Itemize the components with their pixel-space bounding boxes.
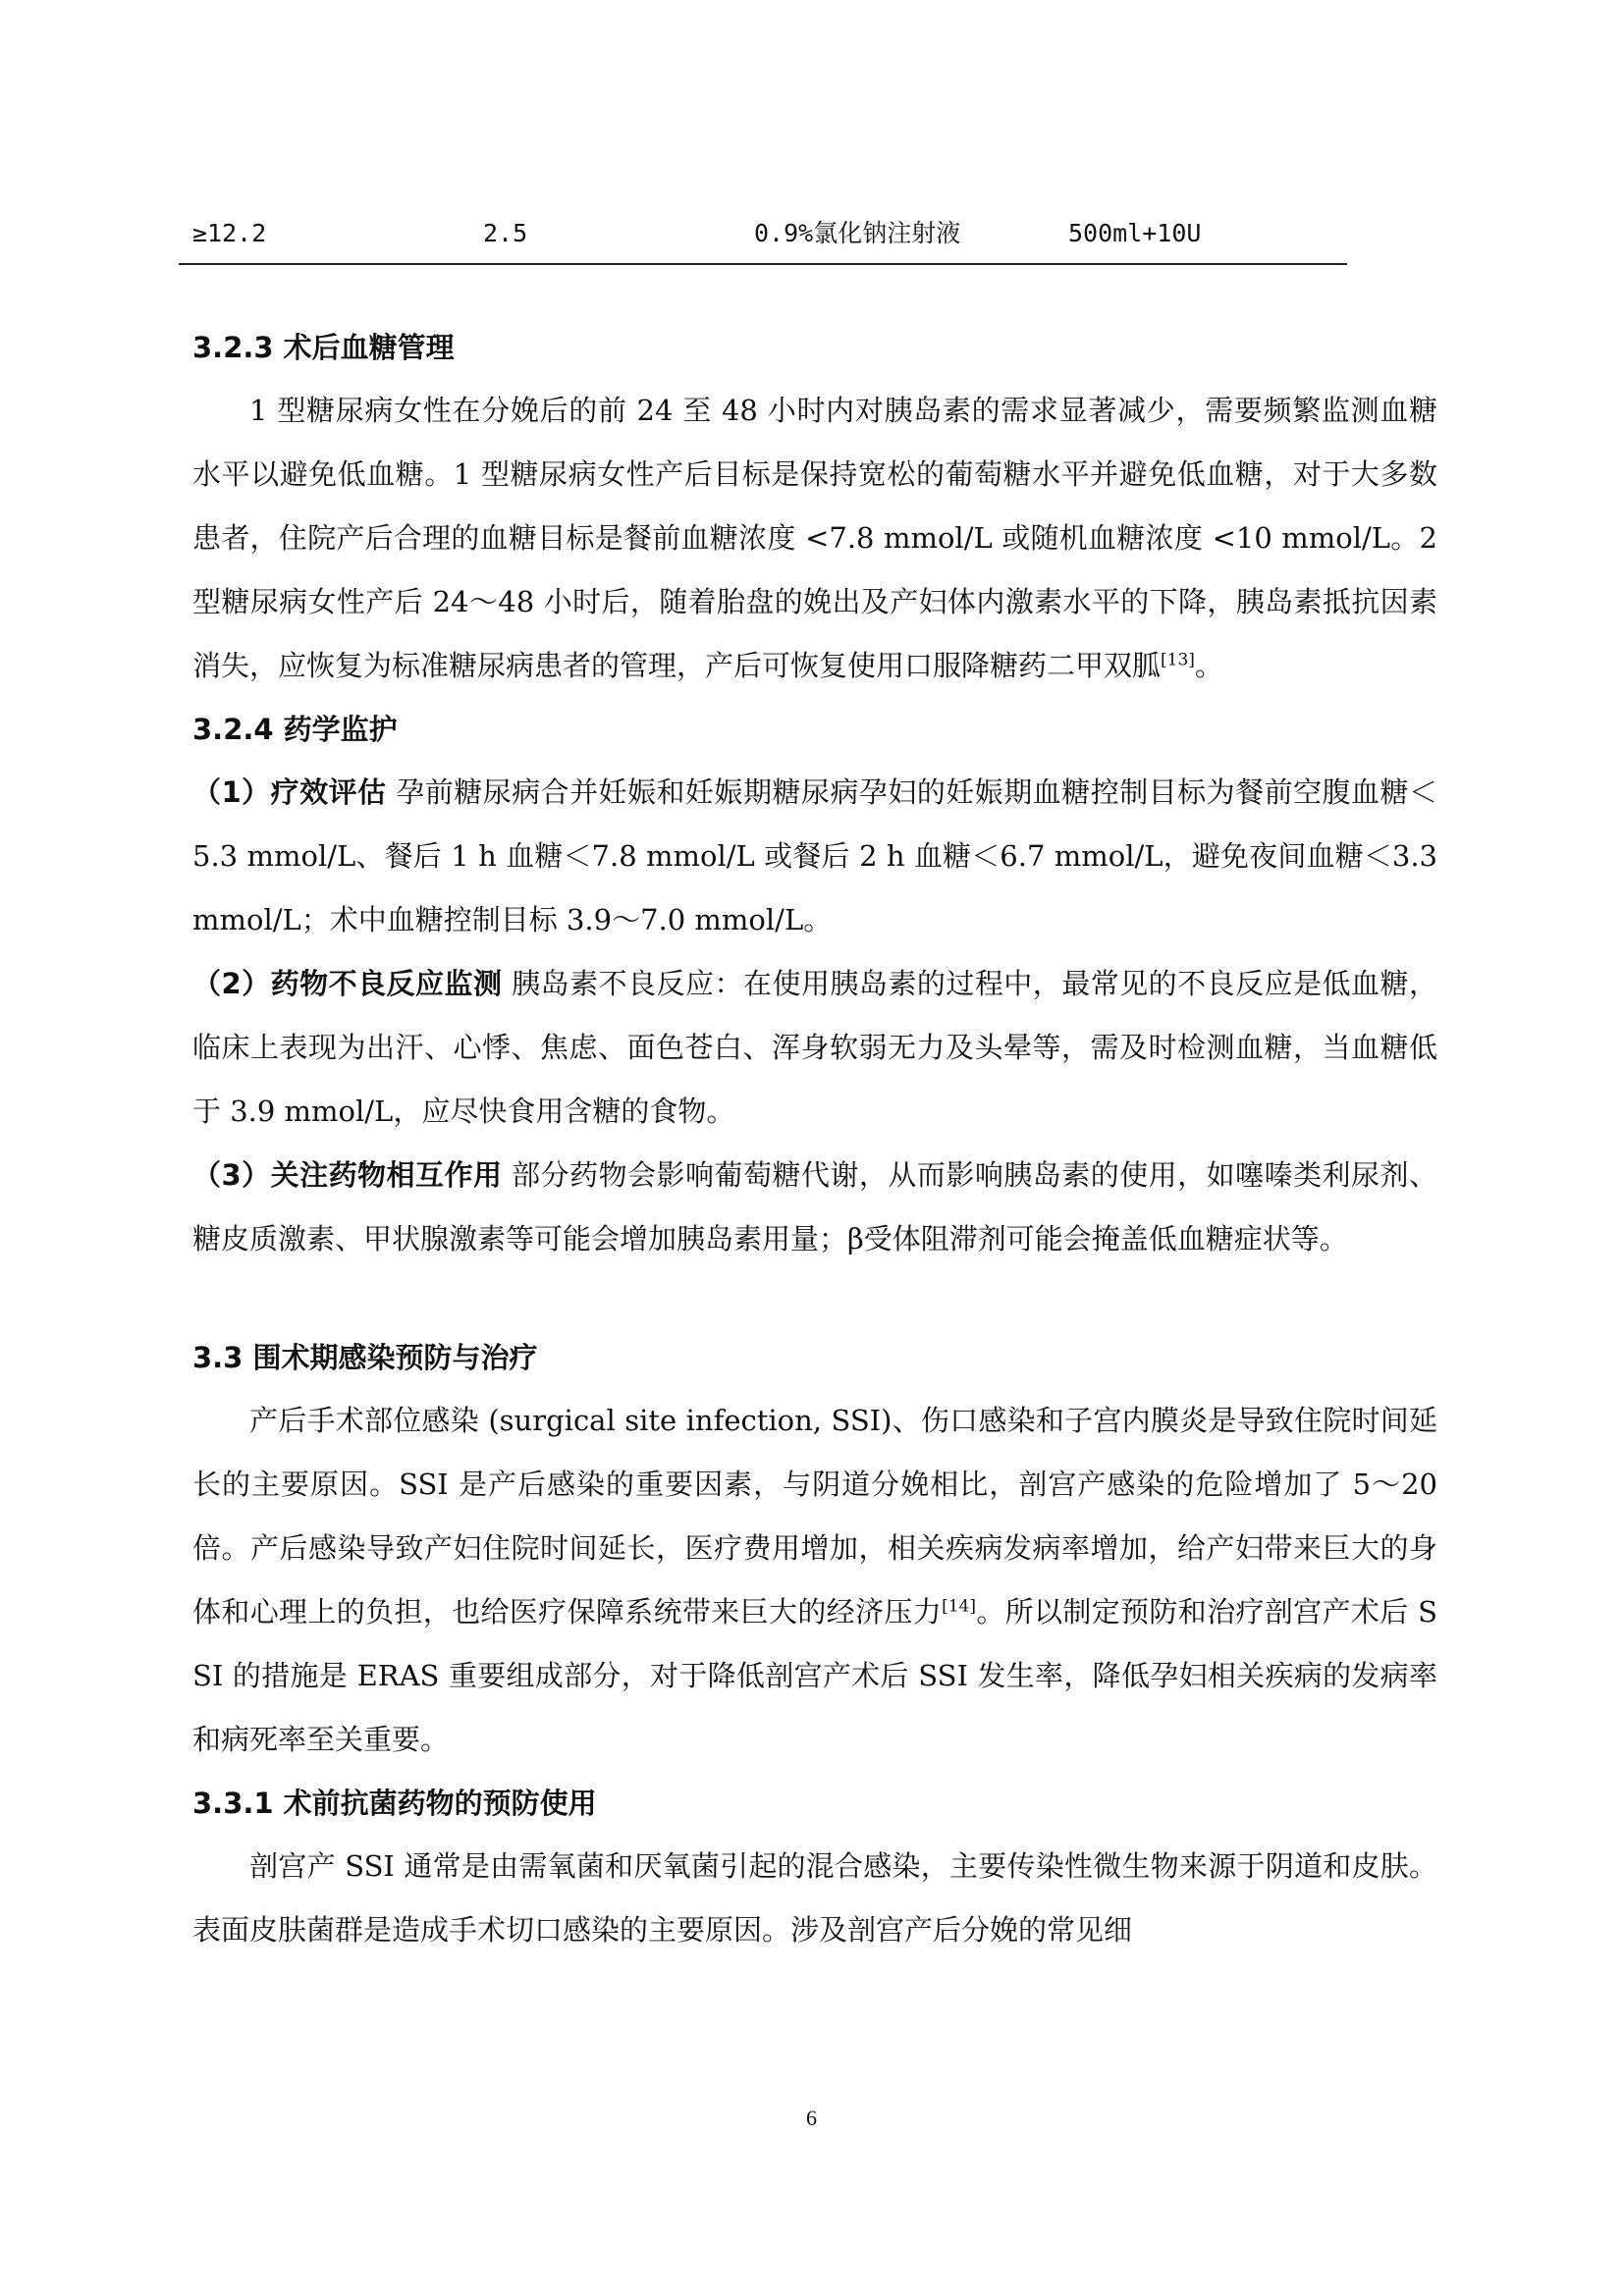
section-heading-3-2-3: 3.2.3 术后血糖管理 bbox=[192, 331, 455, 364]
list-item-drug-interaction bbox=[192, 1144, 1437, 1271]
list-item-lead: （3）关注药物相互作用 bbox=[192, 1158, 503, 1192]
page-number: 6 bbox=[806, 2106, 817, 2130]
table-cell-dosage: 500ml+10U bbox=[1068, 219, 1202, 247]
citation-ref: [14] bbox=[942, 1596, 976, 1617]
citation-ref: [13] bbox=[1161, 650, 1195, 670]
paragraph-postoperative-glucose bbox=[192, 379, 1437, 698]
section-heading-3-2-4: 3.2.4 药学监护 bbox=[192, 713, 398, 746]
list-item-adverse-reaction bbox=[192, 952, 1437, 1144]
paragraph-text-end: 。 bbox=[1194, 649, 1223, 682]
section-gap bbox=[192, 1271, 1437, 1326]
section-heading-3-3-1: 3.3.1 术前抗菌药物的预防使用 bbox=[192, 1787, 597, 1820]
section-heading-3-3: 3.3 围术期感染预防与治疗 bbox=[192, 1341, 538, 1374]
paragraph-antibiotic-prophylaxis: 剖宫产 SSI 通常是由需氧菌和厌氧菌引起的混合感染，主要传染性微生物来源于阴道和皮肤。表面皮肤菌群是造成手术切口感染的主要原因。涉及剖宫产后分娩的常见细 bbox=[192, 1849, 1437, 1947]
table-last-row bbox=[179, 208, 1347, 259]
paragraph-text: 1 型糖尿病女性在分娩后的前 24 至 48 小时内对胰岛素的需求显著减少，需要频繁监测血糖水平以避免低血糖。1 型糖尿病女性产后目标是保持宽松的葡萄糖水平并避免低血糖，对于大多数患者，住院产后合理的血糖目标是餐前血糖浓度 <7.8 mmol/L 或随机血糖浓度 <10 mmol/L。2 型糖尿病女性产后 24～48 小时后，随着胎盘的娩出及产妇体内激素水平的下降，胰岛素抵抗因素消失，应恢复为标准糖尿病患者的管理，产后可恢复使用口服降糖药二甲双胍 bbox=[192, 394, 1437, 682]
paragraph-text: 产后手术部位感染 (surgical site infection, SSI)、伤口感染和子宫内膜炎是导致住院时间延长的主要原因。SSI 是产后感染的重要因素，与阴道分娩相比，剖宫产感染的危险增加了 5～20 倍。产后感染导致产妇住院时间延长，医疗费用增加，相关疾病发病率增加，给产妇带来巨大的身体和心理上的负担，也给医疗保障系统带来巨大的经济压力 bbox=[192, 1404, 1437, 1629]
list-item-text: 胰岛素不良反应：在使用胰岛素的过程中，最常见的不良反应是低血糖，临床上表现为出汗、心悸、焦虑、面色苍白、浑身软弱无力及头晕等，需及时检测血糖，当血糖低于 3.9 mmol/L，应尽快食用含糖的食物。 bbox=[192, 967, 1437, 1128]
paragraph-infection-prevention bbox=[192, 1389, 1437, 1772]
list-item-text: 部分药物会影响葡萄糖代谢，从而影响胰岛素的使用，如噻嗪类利尿剂、糖皮质激素、甲状腺激素等可能会增加胰岛素用量；β受体阻滞剂可能会掩盖低血糖症状等。 bbox=[192, 1158, 1437, 1255]
table-bottom-rule bbox=[179, 263, 1347, 265]
table-cell-solution: 0.9%氯化钠注射液 bbox=[754, 219, 961, 247]
page-body bbox=[192, 316, 1437, 1962]
list-item-lead: （2）药物不良反应监测 bbox=[192, 967, 503, 1000]
table-cell-insulin-rate: 2.5 bbox=[483, 219, 528, 247]
table-cell-glucose: ≥12.2 bbox=[192, 219, 267, 247]
list-item-lead: （1）疗效评估 bbox=[192, 775, 387, 809]
paragraph-text-cont: 。所以制定预防和治疗剖宫产术后 SSI 的措施是 ERAS 重要组成部分，对于降低剖宫产术后 SSI 发生率，降低孕妇相关疾病的发病率和病死率至关重要。 bbox=[192, 1595, 1437, 1756]
list-item-text: 孕前糖尿病合并妊娠和妊娠期糖尿病孕妇的妊娠期血糖控制目标为餐前空腹血糖＜5.3 mmol/L、餐后 1 h 血糖＜7.8 mmol/L 或餐后 2 h 血糖＜6.7 mmol/L，避免夜间血糖＜3.3 mmol/L；术中血糖控制目标 3.9～7.0 mmol/L。 bbox=[192, 775, 1437, 936]
list-item-efficacy bbox=[192, 761, 1437, 952]
